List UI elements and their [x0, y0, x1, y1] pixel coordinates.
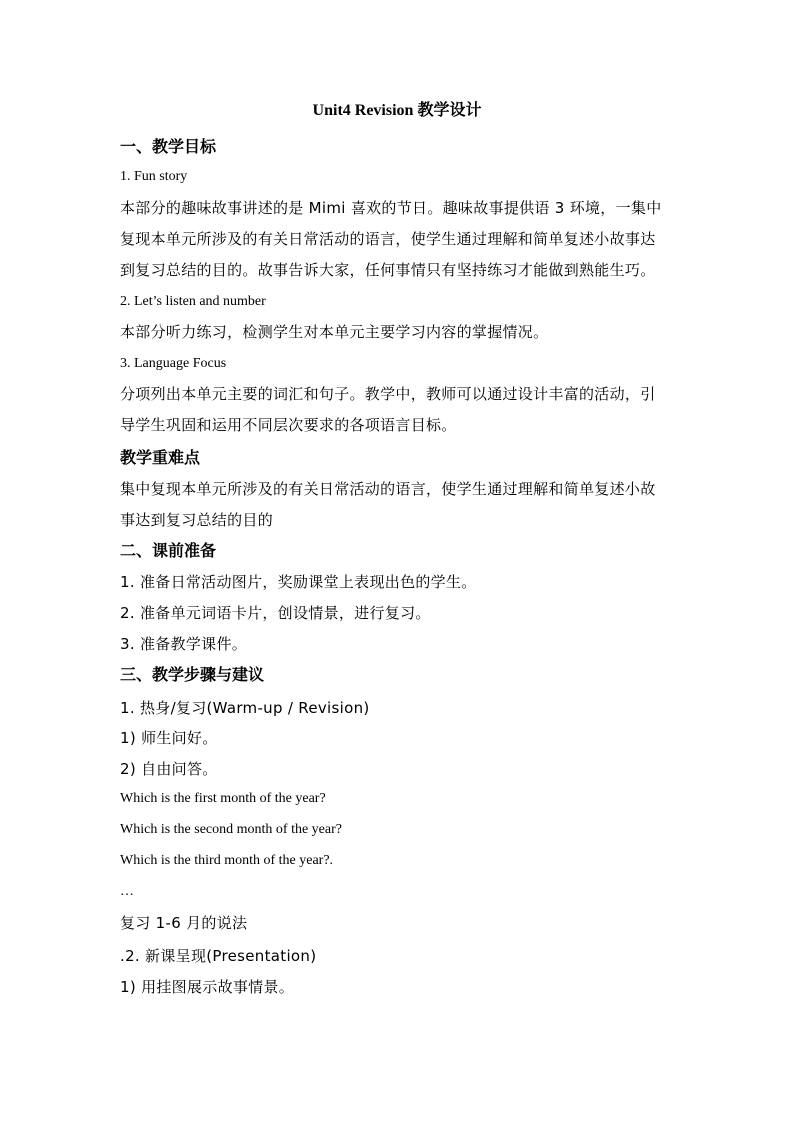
paragraph-line: 1. 准备日常活动图片，奖励课堂上表现出色的学生。: [120, 573, 477, 591]
paragraph-line: 3. 准备教学课件。: [120, 635, 248, 653]
document-title: Unit4 Revision 教学设计: [312, 102, 482, 119]
paragraph-line: 1) 用挂图展示故事情景。: [120, 978, 295, 996]
paragraph-line: 1. 热身/复习(Warm-up / Revision): [120, 699, 370, 717]
section-heading: 教学重难点: [120, 448, 201, 467]
paragraph-line: 1. Fun story: [120, 169, 188, 184]
paragraph-line: 分项列出本单元主要的词汇和句子。教学中，教师可以通过设计丰富的活动，引: [120, 385, 656, 403]
paragraph-line: 本部分的趣味故事讲述的是 Mimi 喜欢的节日。趣味故事提供语 3 环境，一集中: [120, 199, 662, 217]
section-heading: 二、课前准备: [120, 541, 217, 560]
paragraph-line: Which is the third month of the year?.: [120, 853, 334, 868]
paragraph-line: 事达到复习总结的目的: [120, 511, 274, 529]
section-heading: 一、教学目标: [120, 137, 217, 156]
paragraph-line: 2) 自由问答。: [120, 760, 218, 778]
paragraph-line: 本部分听力练习，检测学生对本单元主要学习内容的掌握情况。: [120, 323, 549, 341]
paragraph-line: 2. 准备单元词语卡片，创设情景，进行复习。: [120, 604, 431, 622]
paragraph-line: …: [120, 884, 134, 899]
paragraph-line: 2. Let’s listen and number: [120, 294, 266, 309]
paragraph-line: Which is the second month of the year?: [120, 822, 342, 837]
paragraph-line: 集中复现本单元所涉及的有关日常活动的语言，使学生通过理解和简单复述小故: [120, 480, 656, 498]
paragraph-line: 到复习总结的目的。故事告诉大家，任何事情只有坚持练习才能做到熟能生巧。: [120, 261, 656, 279]
paragraph-line: 3. Language Focus: [120, 356, 227, 371]
paragraph-line: 导学生巩固和运用不同层次要求的各项语言目标。: [120, 416, 457, 434]
paragraph-line: .2. 新课呈现(Presentation): [120, 947, 317, 965]
paragraph-line: Which is the first month of the year?: [120, 791, 326, 806]
paragraph-line: 复现本单元所涉及的有关日常活动的语言，使学生通过理解和简单复述小故事达: [120, 230, 656, 248]
section-heading: 三、教学步骤与建议: [120, 665, 265, 684]
paragraph-line: 1) 师生问好。: [120, 729, 218, 747]
paragraph-line: 复习 1-6 月的说法: [120, 914, 248, 932]
